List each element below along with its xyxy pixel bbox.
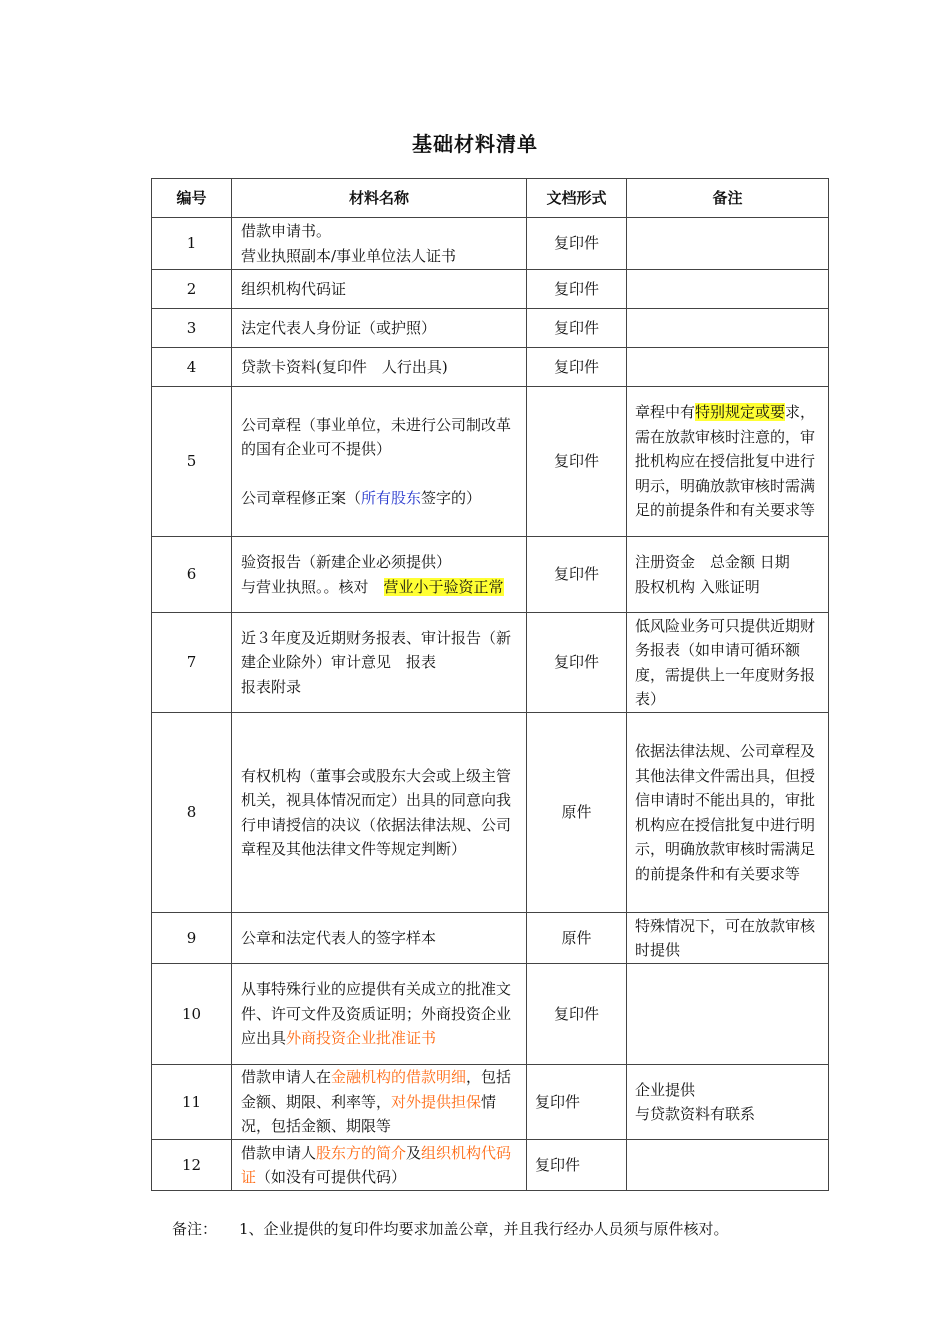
document-form: 复印件 xyxy=(527,270,627,309)
material-paragraph: 公司章程（事业单位，未进行公司制改革的国有企业可不提供） xyxy=(241,415,512,459)
header-remarks: 备注 xyxy=(627,179,829,218)
material-name xyxy=(232,1140,527,1191)
material-text: 及 xyxy=(406,1143,422,1162)
remark: 依据法律法规、公司章程及其他法律文件需出具，但授信申请时不能出具的，审批机构应在授信批复中进行明示，明确放款审核时需满足的前提条件和有关要求等 xyxy=(627,713,829,913)
material-line: 报表附录 xyxy=(241,677,302,696)
table-row xyxy=(152,713,829,913)
material-text: 借款申请人 xyxy=(241,1143,317,1162)
header-document-form: 文档形式 xyxy=(527,179,627,218)
row-number: 10 xyxy=(152,964,232,1065)
material-text: 情况，包括金额、期限等 xyxy=(241,1092,497,1136)
row-number: 3 xyxy=(152,309,232,348)
document-form: 复印件 xyxy=(527,218,627,270)
row-number: 11 xyxy=(152,1065,232,1140)
row-number: 8 xyxy=(152,713,232,913)
remark-line: 注册资金 总金额 日期 xyxy=(635,553,790,571)
material-name xyxy=(232,964,527,1065)
table-row xyxy=(152,218,829,270)
highlighted-text-orange: 金融机构的借款明细 xyxy=(331,1068,467,1087)
row-number: 12 xyxy=(152,1140,232,1191)
document-form: 原件 xyxy=(527,713,627,913)
document-form: 复印件 xyxy=(527,348,627,387)
table-row xyxy=(152,309,829,348)
material-line: 近３年度及近期财务报表、审计报告（新建企业除外）审计意见 报表 xyxy=(241,628,512,672)
highlighted-text-orange: 组织机构代码证 xyxy=(241,1143,512,1186)
materials-table xyxy=(151,178,829,1191)
material-name xyxy=(232,1065,527,1140)
footnote-text: 1、企业提供的复印件均要求加盖公章，并且我行经办人员须与原件核对。 xyxy=(239,1220,729,1238)
highlighted-text-yellow: 营业小于验资正常 xyxy=(383,577,504,596)
row-number: 1 xyxy=(152,218,232,270)
remark xyxy=(627,964,829,1065)
row-number: 7 xyxy=(152,613,232,713)
document-form: 复印件 xyxy=(527,387,627,537)
highlighted-text-orange: 对外提供担保 xyxy=(391,1092,482,1111)
row-number: 6 xyxy=(152,537,232,613)
document-form: 复印件 xyxy=(527,964,627,1065)
material-text: 从事特殊行业的应提供有关成立的批准文件、许可文件及资质证明；外商投资企业应出具 xyxy=(241,980,512,1048)
material-name xyxy=(232,387,527,537)
row-number: 4 xyxy=(152,348,232,387)
footnote-label: 备注： xyxy=(172,1220,218,1238)
header-material-name: 材料名称 xyxy=(232,179,527,218)
table-row xyxy=(152,348,829,387)
document-form: 复印件 xyxy=(527,1140,627,1191)
material-name: 法定代表人身份证（或护照） xyxy=(232,309,527,348)
table-row xyxy=(152,613,829,713)
remark-text: 求，需在放款审核时注意的，审批机构应在授信批复中进行明示，明确放款审核时需满足的前提条件和有关要求等 xyxy=(635,403,816,520)
material-text: ，包括金额、期限、利率等， xyxy=(241,1068,512,1111)
remark xyxy=(627,348,829,387)
material-line: 营业执照副本/事业单位法人证书 xyxy=(241,246,457,265)
row-number: 2 xyxy=(152,270,232,309)
material-text: 公司章程修正案（ xyxy=(241,488,362,507)
remark xyxy=(627,218,829,270)
remark-line: 企业提供 xyxy=(635,1080,696,1099)
highlighted-text-orange: 外商投资企业批准证书 xyxy=(286,1029,437,1048)
material-name xyxy=(232,613,527,713)
remark xyxy=(627,537,829,613)
document-form: 原件 xyxy=(527,913,627,964)
material-name: 有权机构（董事会或股东大会或上级主管机关，视具体情况而定）出具的同意向我行申请授信的决议（依据法律法规、公司章程及其他法律文件等规定判断） xyxy=(232,713,527,913)
remark-text: 章程中有 xyxy=(635,403,696,422)
remark xyxy=(627,309,829,348)
document-form: 复印件 xyxy=(527,1065,627,1140)
row-number: 9 xyxy=(152,913,232,964)
table-row xyxy=(152,1140,829,1191)
material-name xyxy=(232,537,527,613)
row-number: 5 xyxy=(152,387,232,537)
remark: 特殊情况下，可在放款审核时提供 xyxy=(627,913,829,964)
remark xyxy=(627,270,829,309)
document-form: 复印件 xyxy=(527,613,627,713)
table-header-row xyxy=(152,179,829,218)
material-line: 借款申请书。 xyxy=(241,222,332,240)
footnote xyxy=(172,1218,729,1239)
page-title: 基础材料清单 xyxy=(412,132,538,156)
remark xyxy=(627,1065,829,1140)
remark xyxy=(627,1140,829,1191)
table-row xyxy=(152,537,829,613)
highlighted-text-yellow: 特别规定或要 xyxy=(695,403,786,422)
table-row xyxy=(152,1065,829,1140)
header-number: 编号 xyxy=(152,179,232,218)
material-text: 签字的） xyxy=(421,488,482,507)
material-name xyxy=(232,218,527,270)
material-name: 组织机构代码证 xyxy=(232,270,527,309)
material-name: 贷款卡资料(复印件 人行出具) xyxy=(232,348,527,387)
document-form: 复印件 xyxy=(527,537,627,613)
document-form: 复印件 xyxy=(527,309,627,348)
remark xyxy=(627,387,829,537)
highlighted-text-blue: 所有股东 xyxy=(361,488,422,507)
material-line: 与营业执照。。核对 xyxy=(241,577,384,596)
material-line: 验资报告（新建企业必须提供） xyxy=(241,553,452,571)
material-text: （如没有可提供代码） xyxy=(256,1168,407,1186)
material-text: 借款申请人在 xyxy=(241,1068,332,1087)
table-row xyxy=(152,270,829,309)
highlighted-text-orange: 股东方的简介 xyxy=(316,1143,407,1162)
remark-line: 与贷款资料有联系 xyxy=(635,1105,756,1123)
table-row xyxy=(152,387,829,537)
table-row xyxy=(152,913,829,964)
remark: 低风险业务可只提供近期财务报表（如申请可循环额度，需提供上一年度财务报表） xyxy=(627,613,829,713)
remark-line: 股权机构 入账证明 xyxy=(635,577,760,596)
table-row xyxy=(152,964,829,1065)
material-name: 公章和法定代表人的签字样本 xyxy=(232,913,527,964)
